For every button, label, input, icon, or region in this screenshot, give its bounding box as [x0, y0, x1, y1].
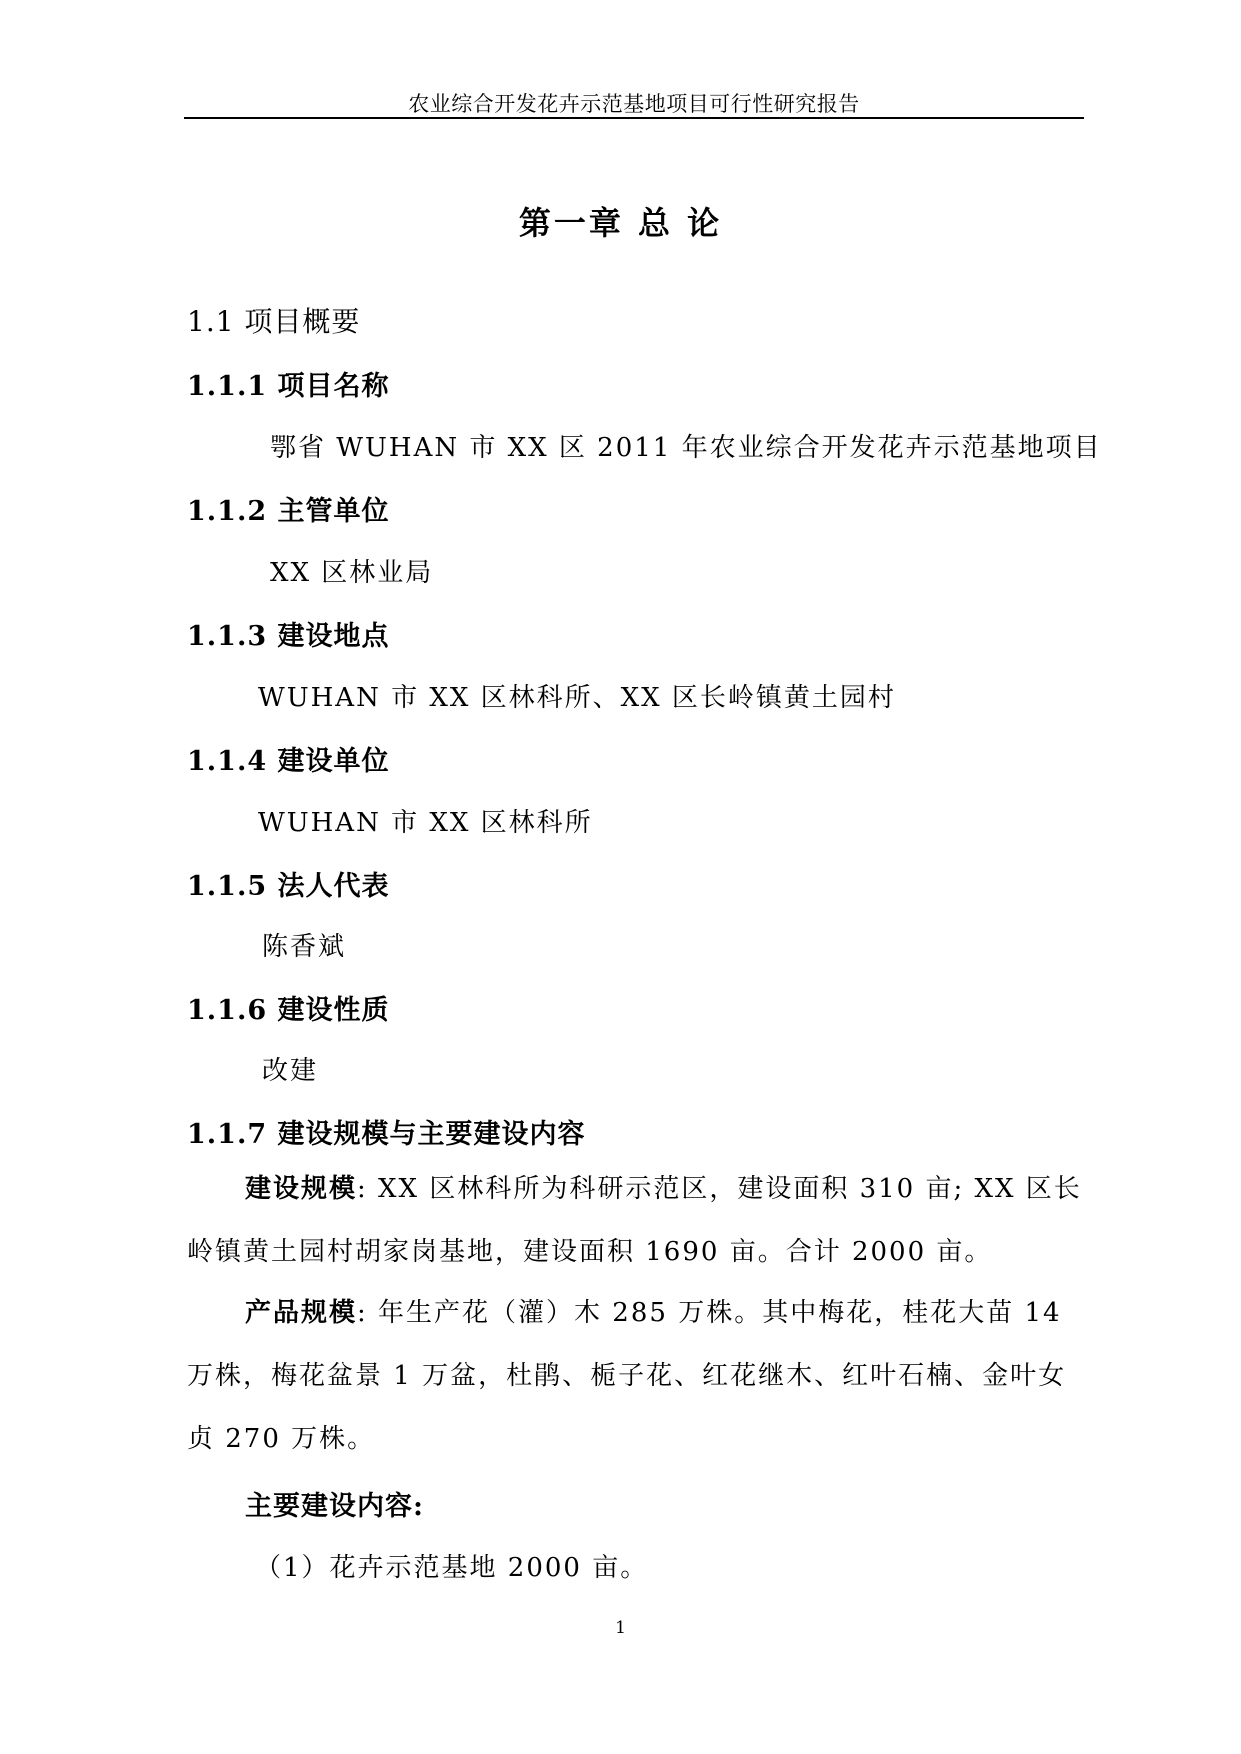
item-heading-scale-content: 1.1.7 建设规模与主要建设内容 — [187, 1119, 586, 1150]
page-number: 1 — [615, 1618, 626, 1638]
scale-label: 建设规模 — [245, 1174, 358, 1204]
scale-paragraph — [187, 1158, 1083, 1284]
section-heading: 1.1 项目概要 — [187, 305, 361, 338]
item-value-builder: WUHAN 市 XX 区林科所 — [258, 808, 593, 838]
item-heading-legal-rep: 1.1.5 法人代表 — [187, 871, 390, 902]
item-heading-location: 1.1.3 建设地点 — [187, 621, 390, 652]
product-text: : 年生产花（灌）木 285 万株。其中梅花，桂花大苗 14 万株，梅花盆景 1 万盆，杜鹃、栀子花、红花继木、红叶石楠、金叶女贞 270 万株。 — [187, 1298, 1067, 1454]
item-heading-authority: 1.1.2 主管单位 — [187, 496, 390, 527]
item-heading-project-name: 1.1.1 项目名称 — [187, 371, 390, 402]
item-value-location: WUHAN 市 XX 区林科所、XX 区长岭镇黄土园村 — [258, 683, 896, 713]
item-heading-nature: 1.1.6 建设性质 — [187, 995, 390, 1026]
item-heading-builder: 1.1.4 建设单位 — [187, 746, 390, 777]
scale-text: : XX 区林科所为科研示范区，建设面积 310 亩; XX 区长岭镇黄土园村胡家岗基地，建设面积 1690 亩。合计 2000 亩。 — [187, 1174, 1082, 1267]
main-content-item: （1）花卉示范基地 2000 亩。 — [255, 1553, 649, 1583]
item-value-nature: 改建 — [262, 1056, 319, 1086]
item-value-authority: XX 区林业局 — [270, 558, 434, 588]
running-header: 农业综合开发花卉示范基地项目可行性研究报告 — [408, 92, 860, 116]
product-paragraph — [187, 1282, 1083, 1471]
header-rule — [184, 117, 1084, 119]
chapter-title: 第一章 总 论 — [518, 204, 723, 242]
product-label: 产品规模 — [245, 1298, 358, 1328]
main-content-label: 主要建设内容: — [245, 1491, 424, 1522]
item-value-project-name: 鄂省 WUHAN 市 XX 区 2011 年农业综合开发花卉示范基地项目 — [270, 433, 1102, 463]
item-value-legal-rep: 陈香斌 — [262, 932, 347, 962]
